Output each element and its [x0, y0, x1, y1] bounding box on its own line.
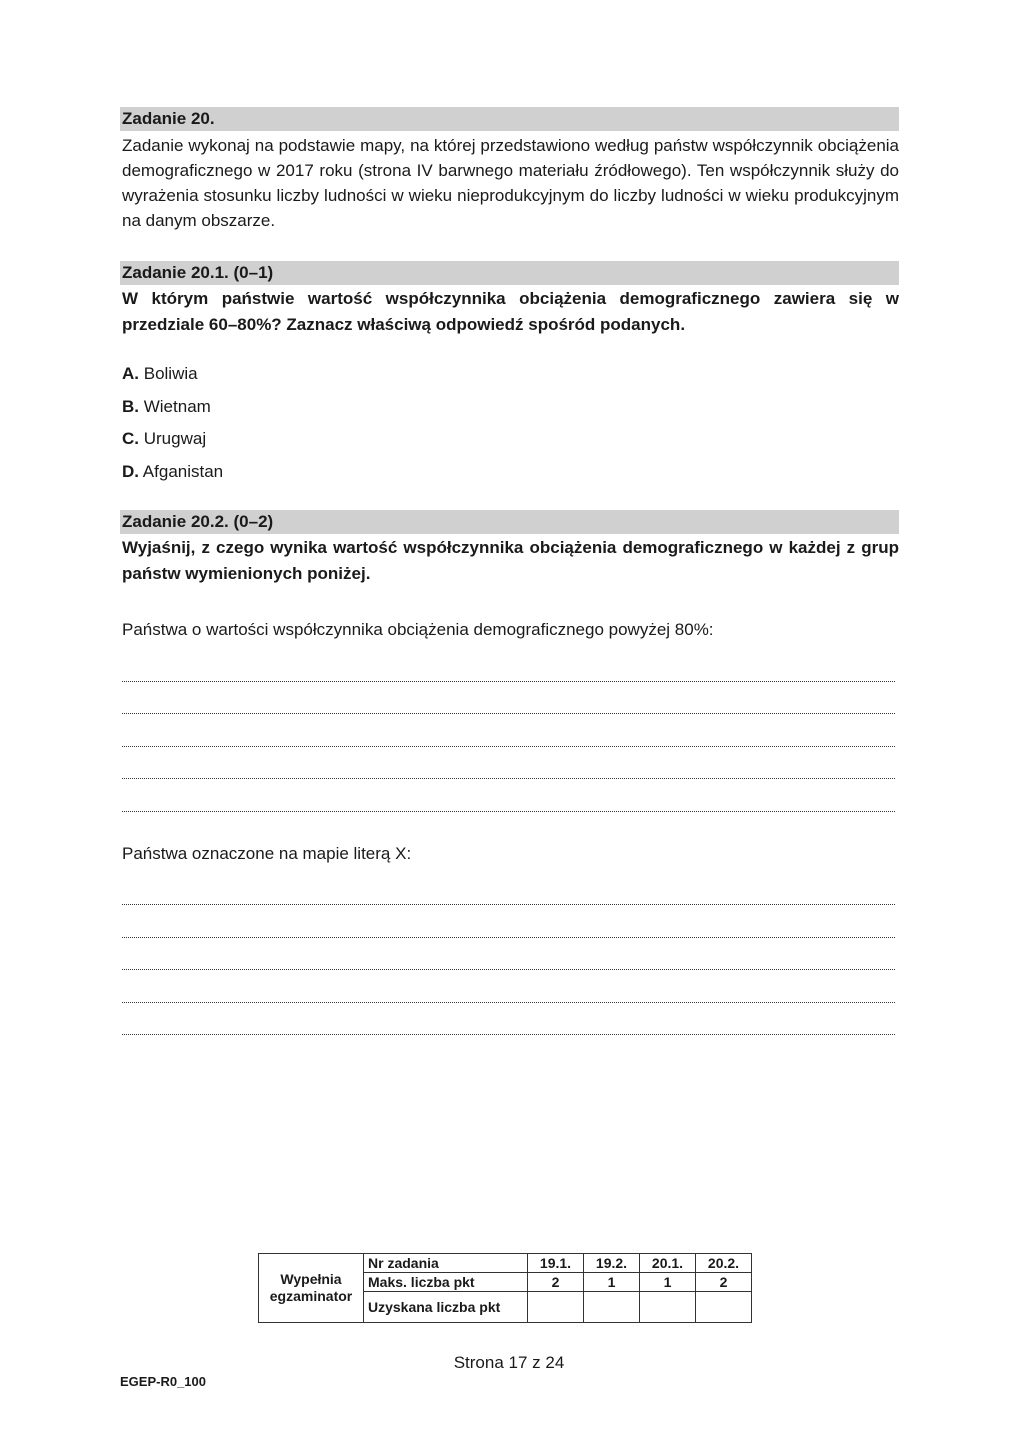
task-number-cell: 19.2. — [584, 1254, 640, 1273]
obtained-points-cell[interactable] — [528, 1292, 584, 1323]
task-number-cell: 19.1. — [528, 1254, 584, 1273]
obtained-points-cell[interactable] — [640, 1292, 696, 1323]
task-20-1-question: W którym państwie wartość współczynnika obciążenia demograficznego zawiera się w przedziale 60–80%? Zaznacz właściwą odpowiedź spośród podanych. — [122, 289, 899, 334]
option-a[interactable] — [122, 358, 899, 391]
answer-line[interactable] — [120, 979, 899, 1012]
option-text: Afganistan — [142, 461, 224, 481]
max-points-cell: 2 — [528, 1273, 584, 1292]
option-text: Boliwia — [143, 364, 198, 383]
answer-line[interactable] — [120, 1012, 899, 1045]
task-20-2-heading: Zadanie 20.2. (0–2) — [120, 510, 899, 534]
answer-line[interactable] — [120, 882, 899, 915]
answer-line[interactable] — [120, 914, 899, 947]
obtained-points-cell[interactable] — [696, 1292, 752, 1323]
answer-line[interactable] — [120, 788, 899, 821]
answer-prompt-over-80: Państwa o wartości współczynnika obciążenia demograficznego powyżej 80%: — [122, 620, 714, 639]
answer-line[interactable] — [120, 691, 899, 724]
score-table — [258, 1253, 752, 1323]
answer-line[interactable] — [120, 947, 899, 980]
exam-code: EGEP-R0_100 — [120, 1374, 206, 1389]
answer-area-letter-x[interactable] — [120, 882, 899, 1045]
answer-prompt-letter-x: Państwa oznaczone na mapie literą X: — [122, 843, 412, 863]
page-number: Strona 17 z 24 — [453, 1353, 565, 1372]
task-20-heading: Zadanie 20. — [120, 107, 899, 131]
max-points-cell: 2 — [696, 1273, 752, 1292]
option-text: Wietnam — [143, 396, 211, 416]
option-letter: D. — [122, 461, 139, 481]
option-letter: A. — [122, 364, 139, 383]
option-d[interactable] — [122, 456, 899, 489]
answer-area-over-80[interactable] — [120, 658, 899, 821]
obtained-points-label: Uzyskana liczba pkt — [364, 1292, 528, 1323]
answer-line[interactable] — [120, 658, 899, 691]
option-b[interactable] — [122, 391, 899, 424]
option-letter: C. — [122, 429, 139, 448]
max-points-label: Maks. liczba pkt — [364, 1273, 528, 1292]
task-number-label: Nr zadania — [364, 1254, 528, 1273]
answer-options — [122, 358, 899, 488]
task-20-intro: Zadanie wykonaj na podstawie mapy, na której przedstawiono według państw współczynnik obciążenia demograficznego w 2017 roku (strona IV barwnego materiału źródłowego). Ten współczynnik służy do wyrażenia stosunku liczby ludności w wieku nieprodukcyjnym do liczby ludności w wieku produkcyjnym na danym obszarze. — [122, 136, 899, 230]
max-points-cell: 1 — [584, 1273, 640, 1292]
max-points-cell: 1 — [640, 1273, 696, 1292]
option-text: Urugwaj — [143, 429, 207, 448]
task-number-cell: 20.2. — [696, 1254, 752, 1273]
option-letter: B. — [122, 396, 139, 416]
answer-line[interactable] — [120, 723, 899, 756]
score-table-wrap — [258, 1253, 752, 1323]
task-20-1-heading: Zadanie 20.1. (0–1) — [120, 261, 899, 285]
option-c[interactable] — [122, 423, 899, 456]
task-number-cell: 20.1. — [640, 1254, 696, 1273]
answer-line[interactable] — [120, 756, 899, 789]
task-20-2-question: Wyjaśnij, z czego wynika wartość współczynnika obciążenia demograficznego w każdej z grup państw wymienionych poniżej. — [122, 538, 899, 583]
page-content — [120, 107, 899, 1044]
obtained-points-cell[interactable] — [584, 1292, 640, 1323]
examiner-label: Wypełnia egzaminator — [259, 1254, 364, 1323]
